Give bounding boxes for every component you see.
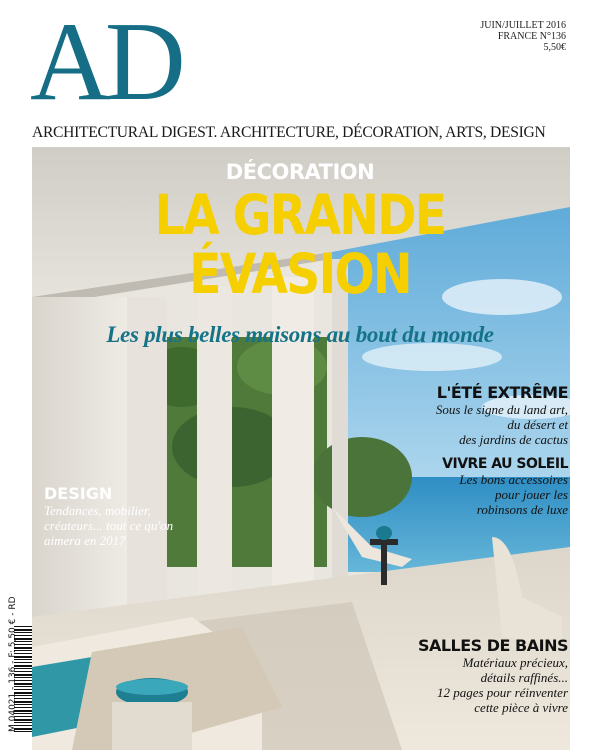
headline-line-1: LA GRANDE bbox=[154, 183, 446, 247]
headline-line-2: ÉVASION bbox=[189, 242, 411, 306]
feature-bains-line3: 12 pages pour réinventer bbox=[436, 685, 568, 700]
feature-design-line2: créateurs... tout ce qu'on bbox=[44, 518, 174, 533]
barcode-text: M 04021 - 136 - F: 5,50 € - RD bbox=[8, 596, 18, 732]
ad-logo: AD bbox=[30, 0, 180, 124]
feature-bains-line1: Matériaux précieux, bbox=[462, 655, 568, 670]
feature-ete-line2: du désert et bbox=[507, 417, 568, 432]
feature-soleil-line3: robinsons de luxe bbox=[476, 502, 568, 517]
feature-design bbox=[44, 484, 173, 548]
feature-bains-line2: détails raffinés... bbox=[480, 670, 568, 685]
cover-subhead: Les plus belles maisons au bout du monde bbox=[106, 322, 494, 347]
feature-soleil-title: VIVRE AU SOLEIL bbox=[442, 456, 568, 472]
feature-design-line3: aimera en 2017 bbox=[44, 533, 126, 548]
cover-kicker: DÉCORATION bbox=[225, 160, 375, 184]
feature-soleil-line2: pour jouer les bbox=[495, 487, 568, 502]
issue-price: 5,50€ bbox=[543, 42, 566, 53]
feature-soleil-line1: Les bons accessoires bbox=[459, 472, 568, 487]
feature-ete bbox=[436, 383, 568, 447]
issue-number: FRANCE N°136 bbox=[497, 31, 566, 42]
feature-ete-title: L'ÉTÉ EXTRÊME bbox=[436, 383, 568, 402]
feature-soleil bbox=[442, 456, 568, 517]
issue-date: JUIN/JUILLET 2016 bbox=[480, 20, 566, 31]
feature-ete-line3: des jardins de cactus bbox=[459, 432, 568, 447]
feature-bains-title: SALLES DE BAINS bbox=[417, 636, 568, 655]
feature-design-line1: Tendances, mobilier, bbox=[44, 503, 151, 518]
feature-ete-line1: Sous le signe du land art, bbox=[435, 402, 568, 417]
masthead-tagline: ARCHITECTURAL DIGEST. ARCHITECTURE, DÉCORATION, ARTS, DESIGN bbox=[32, 124, 546, 141]
issue-info bbox=[480, 20, 566, 53]
feature-bains-line4: cette pièce à vivre bbox=[474, 700, 568, 715]
feature-design-title: DESIGN bbox=[44, 484, 113, 503]
feature-bains bbox=[418, 636, 568, 715]
